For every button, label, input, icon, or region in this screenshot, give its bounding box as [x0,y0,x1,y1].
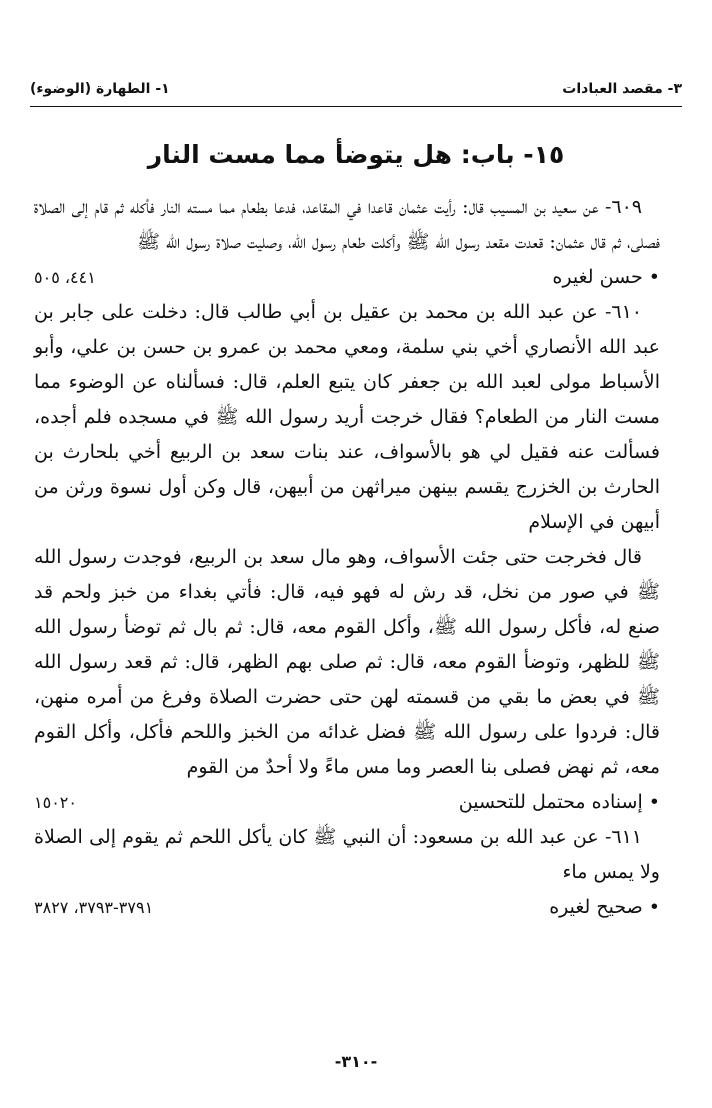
hadith-611-text: ٦١١- عن عبد الله بن مسعود: أن النبي ﷺ كان يأكل اللحم ثم يقوم إلى الصلاة ولا يمس ماء [34,826,660,883]
hadith-611-grade-line [34,890,660,925]
hadith-610-grade: • إسناده محتمل للتحسين [458,791,660,813]
hadith-609-grade: • حسن لغيره [552,266,660,288]
page-number: -٣١٠- [334,1052,378,1071]
hadith-611-refs: ٣٧٩١-٣٧٩٣، ٣٨٢٧ [34,898,154,917]
hadith-609-text: ٦٠٩- عن سعيد بن المسيب قال: رأيت عثمان قاعدا في المقاعد، فدعا بطعام مما مسته النار فأكله ثم قام إلى الصلاة فصلى، ثم قال عثمان: قعدت مقعد رسول الله ﷺ وأكلت طعام رسول الله، وصليت صلاة رسول الله ﷺ [34,196,660,253]
running-header [30,76,682,102]
hadith-610-text-1: ٦١٠- عن عبد الله بن محمد بن عقيل بن أبي طالب قال: دخلت على جابر بن عبد الله الأنصاري أخي بني سلمة، ومعي محمد بن عمرو بن حسن بن علي، وأبو الأسباط مولى لعبد الله بن جعفر كان يتبع العلم، قال: فسألناه عن الوضوء مما مست النار من الطعام؟ فقال خرجت أريد رسول الله ﷺ في مسجده فلم أجده، فسألت عنه فقيل لي هو بالأسواف، عند بنات سعد بن الربيع أخي بلحارث بن الحارث بن الخزرج يقسم بينهن ميراثهن من أبيهن، قال وكن أول نسوة ورثن من أبيهن في الإسلام [34,301,660,533]
header-section-right: ٣- مقصد العبادات [562,81,682,97]
hadith-609-refs: ٤٤١، ٥٠٥ [34,268,96,287]
header-section-left: ١- الطهارة (الوضوء) [30,81,170,97]
hadith-610-grade-line [34,785,660,820]
header-divider [30,106,682,107]
hadith-611-grade: • صحيح لغيره [549,896,660,918]
hadith-610-refs: ١٥٠٢٠ [34,793,77,812]
hadith-609-grade-line [34,260,660,295]
chapter-title: ١٥- باب: هل يتوضأ مما مست النار [147,140,565,169]
body-text [34,190,660,925]
hadith-610-text-2: قال فخرجت حتى جئت الأسواف، وهو مال سعد بن الربيع، فوجدت رسول الله ﷺ في صور من نخل، قد رش له فهو فيه، قال: فأتي بغداء من خبز ولحم قد صنع له، فأكل رسول الله ﷺ، وأكل القوم معه، قال: ثم بال ثم توضأ رسول الله ﷺ للظهر، وتوضأ القوم معه، قال: ثم صلى بهم الظهر، قال: ثم قعد رسول الله ﷺ في بعض ما بقي من قسمته لهن حتى حضرت الصلاة وفرغ من أمره منهن، قال: فردوا على رسول الله ﷺ فضل غدائه من الخبز واللحم فأكل، وأكل القوم معه، ثم نهض فصلى بنا العصر وما مس ماءً ولا أحدٌ من القوم [34,546,660,778]
